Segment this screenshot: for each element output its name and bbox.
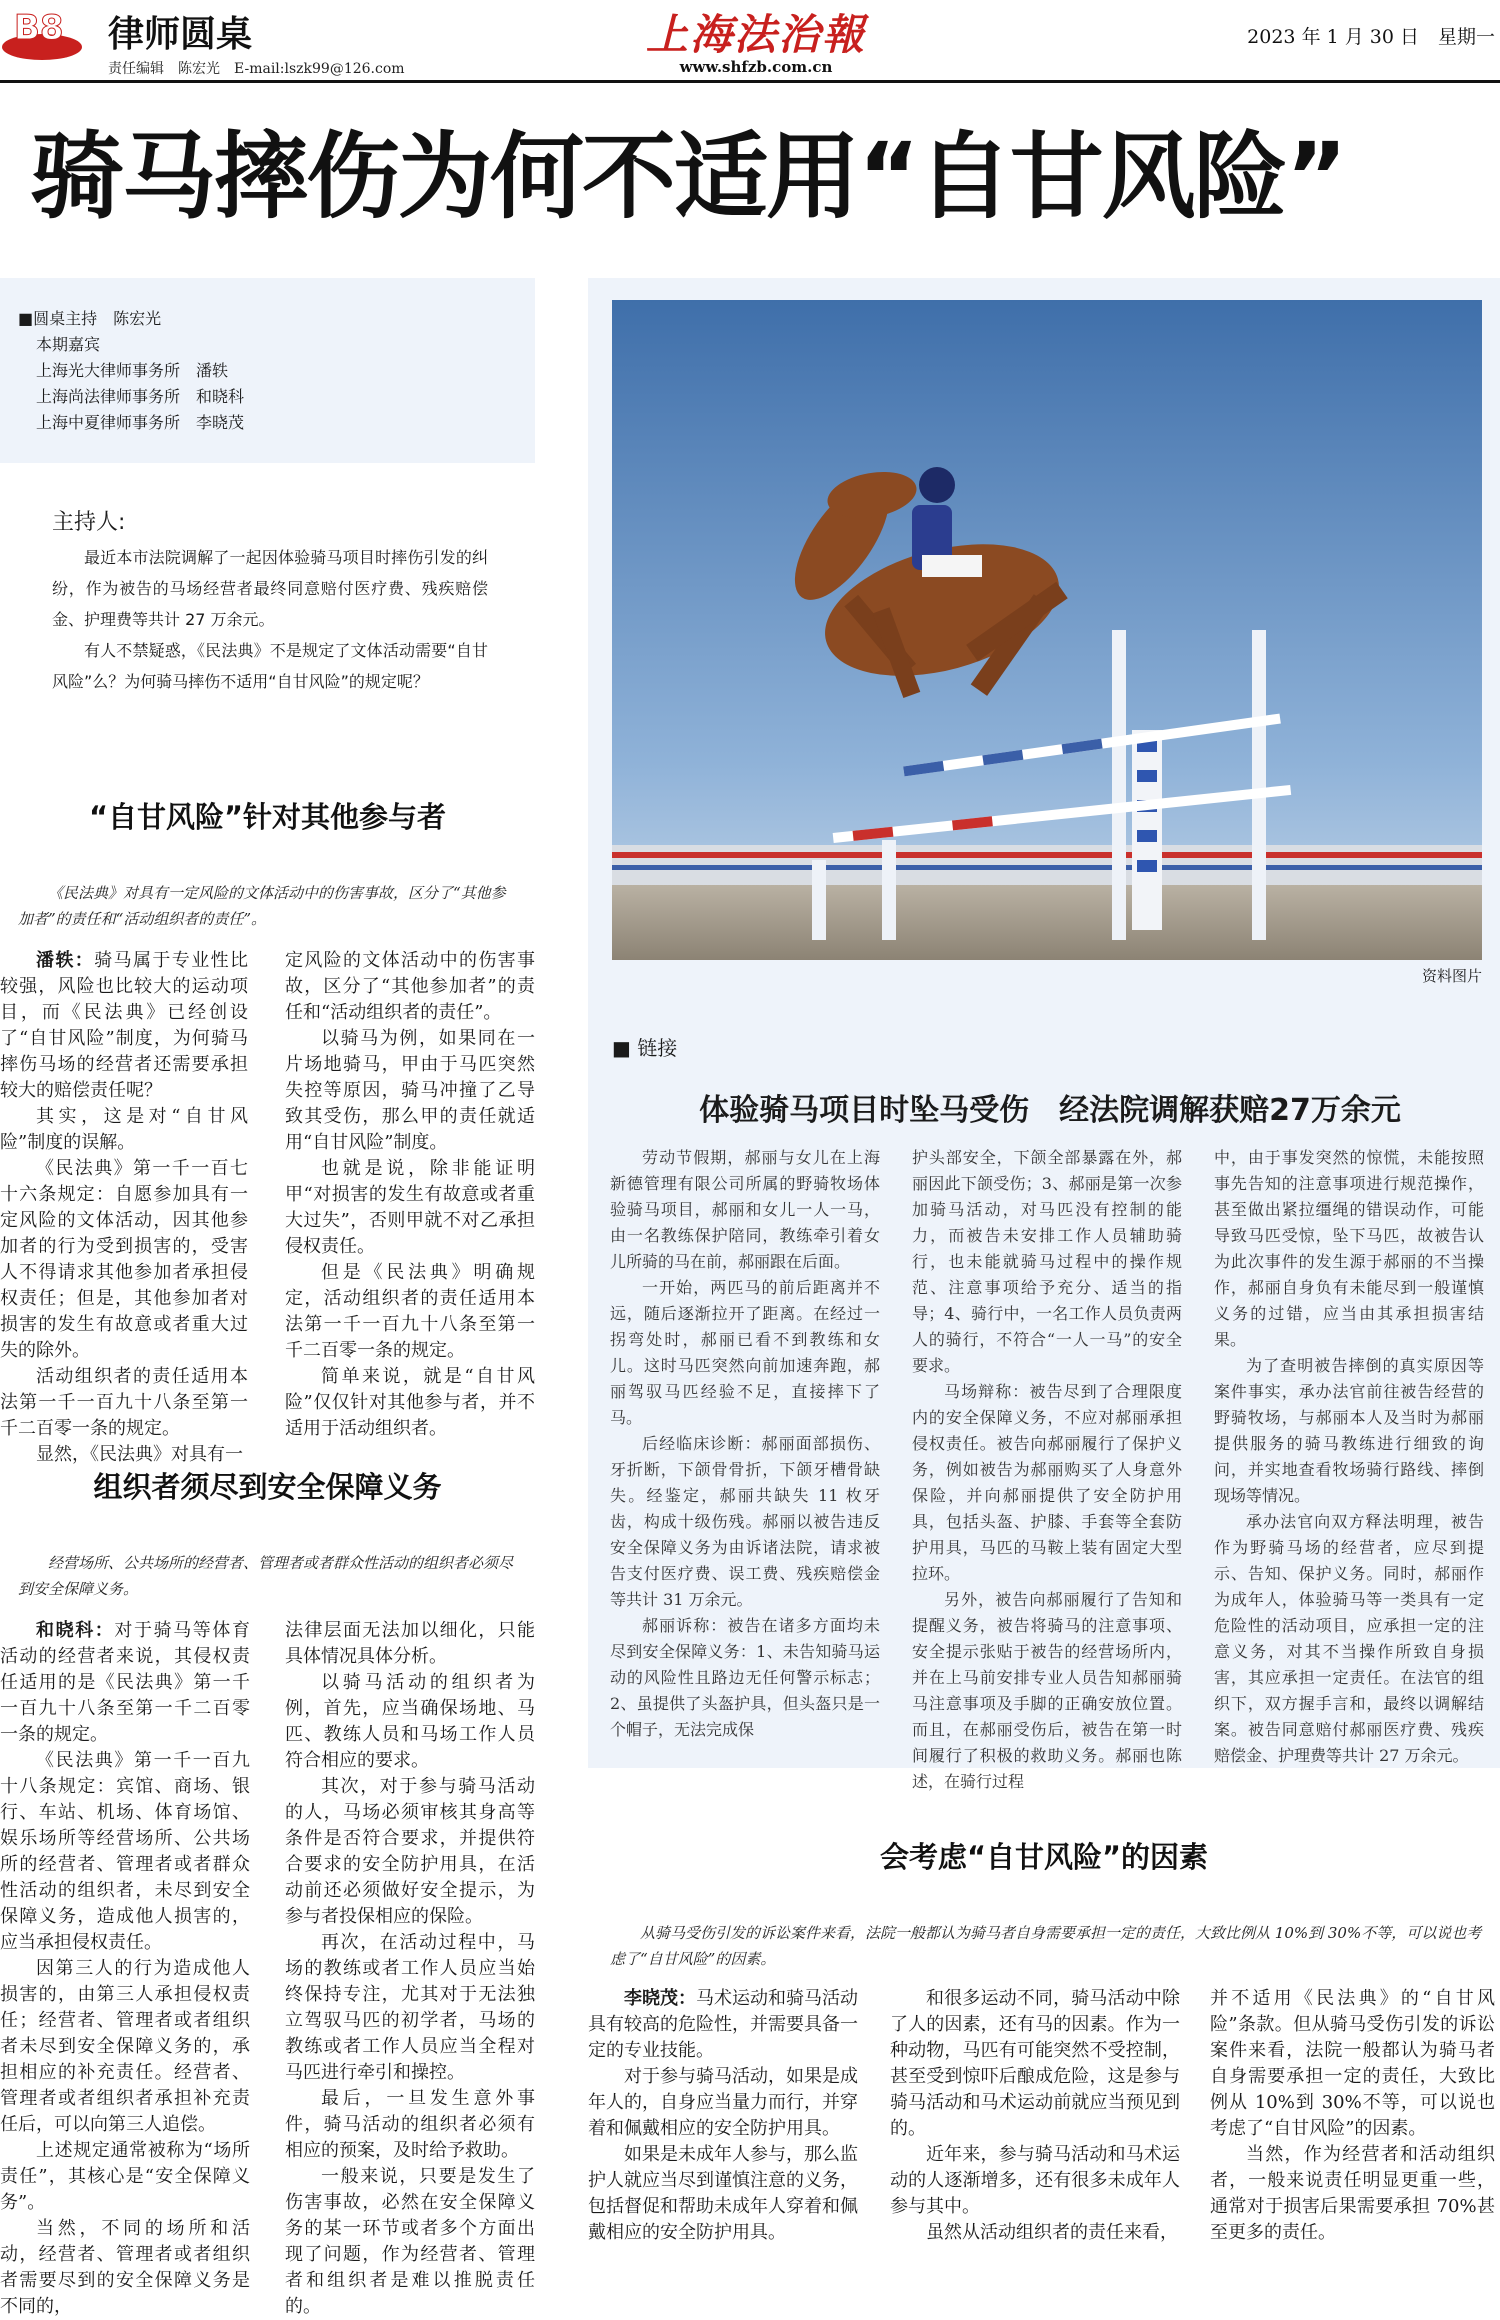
host-box <box>0 278 535 463</box>
body-paragraph: 上述规定通常被称为“场所责任”，其核心是“安全保障义务”。 <box>0 2140 250 2213</box>
intro-paragraph: 有人不禁疑惑，《民法典》不是规定了文体活动需要“自甘风险”么？为何骑马摔伤不适用“自甘风险”的规定呢？ <box>52 641 488 691</box>
section2-title: 组织者须尽到安全保障义务 <box>93 1470 442 1504</box>
sidebar-title: 体验骑马项目时坠马受伤 经法院调解获赔27万余元 <box>699 1093 1401 1128</box>
body-paragraph: 其次，对于参与骑马活动的人，马场必须审核其身高等条件是否符合要求，并提供符合要求的安全防护用具，在活动前还必须做好安全提示，为参与者投保相应的保险。 <box>285 1776 535 1927</box>
body-paragraph: 简单来说，就是“自甘风险”仅仅针对其他参与者，并不适用于活动组织者。 <box>285 1366 535 1439</box>
body-paragraph: 最后，一旦发生意外事件，骑马活动的组织者必须有相应的预案，及时给予救助。 <box>285 2088 535 2161</box>
page-header <box>0 0 1500 82</box>
body-paragraph: 对于骑马等体育活动的经营者来说，其侵权责任适用的是《民法典》第一千一百九十八条至第一千二百零一条的规定。 <box>0 1620 251 1745</box>
badge-number: B8 <box>14 8 64 48</box>
section1-title: “自甘风险”针对其他参与者 <box>88 800 447 834</box>
section2-lede: 经营场所、公共场所的经营者、管理者或者群众性活动的组织者必须尽到安全保障义务。 <box>18 1554 514 1598</box>
body-paragraph: 当然，作为经营者和活动组织者，一般来说责任明显更重一些，通常对于损害后果需要承担 70%甚至更多的责任。 <box>1210 2144 1495 2243</box>
sidebar-col1 <box>610 1145 880 1743</box>
body-paragraph: 和很多运动不同，骑马活动中除了人的因素，还有马的因素。作为一种动物，马匹有可能突然不受控制，甚至受到惊吓后酿成危险，这是参与骑马活动和马术运动前就应当预见到的。 <box>890 1988 1180 2139</box>
body-paragraph: 一开始，两匹马的前后距离并不远，随后逐渐拉开了距离。在经过一拐弯处时，郝丽已看不到教练和女儿。这时马匹突然向前加速奔跑，郝丽驾驭马匹经验不足，直接摔下了马。 <box>610 1278 880 1427</box>
body-paragraph: 一般来说，只要是发生了伤害事故，必然在安全保障义务的某一环节或者多个方面出现了问题，作为经营者、管理者和组织者是难以推脱责任的。 <box>285 2166 535 2317</box>
body-paragraph: 显然，《民法典》对具有一 <box>36 1444 243 1465</box>
body-paragraph: 活动组织者的责任适用本法第一千一百九十八条至第一千二百零一条的规定。 <box>0 1366 248 1439</box>
page-badge <box>0 8 86 58</box>
section3-col1 <box>588 1986 858 2246</box>
horse-photo <box>612 300 1482 960</box>
editor-line: 责任编辑 陈宏光 E-mail:lszk99@126.com <box>108 61 405 77</box>
section3-title: 会考虑“自甘风险”的因素 <box>879 1840 1209 1874</box>
speaker-name: 和晓科： <box>36 1620 115 1641</box>
body-paragraph: 后经临床诊断：郝丽面部损伤、牙折断，下颌骨骨折，下颌牙槽骨缺失。经鉴定，郝丽共缺失 11 枚牙齿，构成十级伤残。郝丽以被告违反安全保障义务为由诉诸法院，请求被告支付医疗费、误工费、残疾赔偿金等共计 31 万余元。 <box>610 1434 880 1609</box>
intro-paragraph: 最近本市法院调解了一起因体验骑马项目时摔伤引发的纠纷，作为被告的马场经营者最终同意赔付医疗费、残疾赔偿金、护理费等共计 27 万余元。 <box>52 548 488 629</box>
sidebar-col2 <box>912 1145 1182 1795</box>
section3-lede: 从骑马受伤引发的诉讼案件来看，法院一般都认为骑马者自身需要承担一定的责任，大致比例从 10%到 30%不等，可以说也考虑了“自甘风险”的因素。 <box>610 1924 1482 1968</box>
website: www.shfzb.com.cn <box>679 58 833 76</box>
body-paragraph: 承办法官向双方释法明理，被告作为野骑马场的经营者，应尽到提示、告知、保护义务。同时，郝丽作为成年人，体验骑马等一类具有一定危险性的活动项目，应承担一定的注意义务，对其不当操作所致自身损害，其应承担一定责任。在法官的组织下，双方握手言和，最终以调解结案。被告同意赔付郝丽医疗费、残疾赔偿金、护理费等共计 27 万余元。 <box>1214 1512 1484 1765</box>
body-paragraph: 也就是说，除非能证明甲“对损害的发生有故意或者重大过失”，否则甲就不对乙承担侵权责任。 <box>285 1158 535 1257</box>
host-line: 上海光大律师事务所 潘轶 <box>36 361 229 380</box>
section1-col2 <box>285 948 535 1442</box>
body-paragraph: 但是《民法典》明确规定，活动组织者的责任适用本法第一千一百九十八条至第一千二百零一条的规定。 <box>285 1262 535 1361</box>
body-paragraph: 另外，被告向郝丽履行了告知和提醒义务，被告将骑马的注意事项、安全提示张贴于被告的经营场所内，并在上马前安排专业人员告知郝丽骑马注意事项及手脚的正确安放位置。而且，在郝丽受伤后，被告在第一时间履行了积极的救助义务。郝丽也陈述，在骑行过程 <box>912 1590 1182 1791</box>
speaker-name: 李晓茂： <box>624 1988 696 2009</box>
body-paragraph: 定风险的文体活动中的伤害事故，区分了“其他参加者”的责任和“活动组织者的责任”。 <box>285 950 535 1023</box>
body-paragraph: 郝丽诉称：被告在诸多方面均未尽到安全保障义务：1、未告知骑马运动的风险性且路边无任何警示标志；2、虽提供了头盔护具，但头盔只是一个帽子，无法完成保 <box>610 1616 880 1739</box>
body-paragraph: 劳动节假期，郝丽与女儿在上海新德管理有限公司所属的野骑牧场体验骑马项目，郝丽和女儿一人一马，由一名教练保护陪同，教练牵引着女儿所骑的马在前，郝丽跟在后面。 <box>610 1148 880 1271</box>
header-rule <box>0 80 1500 83</box>
body-paragraph: 骑马属于专业性比较强，风险也比较大的运动项目，而《民法典》已经创设了“自甘风险”制度，为何骑马摔伤马场的经营者还需要承担较大的赔偿责任呢？ <box>0 950 249 1101</box>
photo-caption: 资料图片 <box>1421 967 1482 985</box>
section1-lede: 《民法典》对具有一定风险的文体活动中的伤害事故，区分了“其他参加者”的责任和“活动组织者的责任”。 <box>18 884 506 928</box>
sidebar-col3 <box>1214 1145 1484 1769</box>
issue-date: 2023 年 1 月 30 日 星期一 <box>1247 26 1495 48</box>
intro-label: 主持人: <box>52 510 126 535</box>
body-paragraph: 马场辩称：被告尽到了合理限度内的安全保障义务，不应对郝丽承担侵权责任。被告向郝丽履行了保护义务，例如被告为郝丽购买了人身意外保险，并向郝丽提供了安全防护用具，包括头盔、护膝、手套等全套防护用具，马匹的马鞍上装有固定大型拉环。 <box>912 1382 1182 1583</box>
host-line: 上海尚法律师事务所 和晓科 <box>36 387 245 406</box>
sidebar-tag: ■ 链接 <box>612 1036 678 1060</box>
intro <box>52 505 488 697</box>
body-paragraph: 当然，不同的场所和活动，经营者、管理者或者组织者需要尽到的安全保障义务是不同的， <box>0 2218 250 2317</box>
body-paragraph: 护头部安全，下颌全部暴露在外，郝丽因此下颌受伤；3、郝丽是第一次参加骑马活动，对马匹没有控制的能力，而被告未安排工作人员辅助骑行，也未能就骑马过程中的操作规范、注意事项给予充分、适当的指导；4、骑行中，一名工作人员负责两人的骑行，不符合“一人一马”的安全要求。 <box>912 1148 1182 1375</box>
body-paragraph: 并不适用《民法典》的“自甘风险”条款。但从骑马受伤引发的诉讼案件来看，法院一般都认为骑马者自身需要承担一定的责任，大致比例从 10%到 30%不等，可以说也考虑了“自甘风险”的因素。 <box>1210 1988 1495 2139</box>
speaker-name: 潘轶： <box>36 950 95 971</box>
body-paragraph: 为了查明被告摔倒的真实原因等案件事实，承办法官前往被告经营的野骑牧场，与郝丽本人及当时为郝丽提供服务的骑马教练进行细致的询问，并实地查看牧场骑行路线、摔倒现场等情况。 <box>1214 1356 1484 1505</box>
body-paragraph: 法律层面无法加以细化，只能具体情况具体分析。 <box>285 1620 535 1667</box>
body-paragraph: 以骑马活动的组织者为例，首先，应当确保场地、马匹、教练人员和马场工作人员符合相应的要求。 <box>285 1672 535 1771</box>
section1-col1 <box>0 948 248 1468</box>
body-paragraph: 《民法典》第一千一百九十八条规定：宾馆、商场、银行、车站、机场、体育场馆、娱乐场所等经营场所、公共场所的经营者、管理者或者群众性活动的组织者，未尽到安全保障义务，造成他人损害的，应当承担侵权责任。 <box>0 1750 250 1953</box>
body-paragraph: 马术运动和骑马活动具有较高的危险性，并需要具备一定的专业技能。 <box>588 1988 858 2061</box>
host-line: 本期嘉宾 <box>36 335 101 354</box>
body-paragraph: 以骑马为例，如果同在一片场地骑马，甲由于马匹突然失控等原因，骑马冲撞了乙导致其受伤，那么甲的责任就适用“自甘风险”制度。 <box>285 1028 535 1153</box>
headline: 骑马摔伤为何不适用“自甘风险” <box>30 123 1346 232</box>
section2-col2 <box>285 1618 535 2320</box>
section2-col1 <box>0 1618 250 2320</box>
body-paragraph: 如果是未成年人参与，那么监护人就应当尽到谨慎注意的义务，包括督促和帮助未成年人穿着和佩戴相应的安全防护用具。 <box>588 2144 858 2243</box>
body-paragraph: 因第三人的行为造成他人损害的，由第三人承担侵权责任；经营者、管理者或者组织者未尽到安全保障义务的，承担相应的补充责任。经营者、管理者或者组织者承担补充责任后，可以向第三人追偿。 <box>0 1958 250 2135</box>
section3-col2 <box>890 1986 1180 2246</box>
body-paragraph: 对于参与骑马活动，如果是成年人的，自身应当量力而行，并穿着和佩戴相应的安全防护用具。 <box>588 2066 858 2139</box>
body-paragraph: 虽然从活动组织者的责任来看， <box>926 2222 1178 2243</box>
section-name: 律师圆桌 <box>108 14 253 55</box>
body-paragraph: 再次，在活动过程中，马场的教练或者工作人员应当始终保持专注，尤其对于无法独立驾驭马匹的初学者，马场的教练或者工作人员应当全程对马匹进行牵引和操控。 <box>285 1932 535 2083</box>
paper-logo: 上海法治報 <box>645 10 866 59</box>
body-paragraph: 中，由于事发突然的惊慌，未能按照事先告知的注意事项进行规范操作，甚至做出紧拉缰绳的错误动作，可能导致马匹受惊，坠下马匹，故被告认为此次事件的发生源于郝丽的不当操作，郝丽自身负有未能尽到一般谨慎义务的过错，应当由其承担损害结果。 <box>1214 1148 1484 1349</box>
show-jumping-horse-image <box>612 300 1482 960</box>
body-paragraph: 《民法典》第一千一百七十六条规定：自愿参加具有一定风险的文体活动，因其他参加者的行为受到损害的，受害人不得请求其他参加者承担侵权责任；但是，其他参加者对损害的发生有故意或者重大过失的除外。 <box>0 1158 248 1361</box>
body-paragraph: 其实，这是对“自甘风险”制度的误解。 <box>0 1106 248 1153</box>
host-line: 上海中夏律师事务所 李晓茂 <box>36 413 245 432</box>
host-line: ■圆桌主持 陈宏光 <box>18 309 162 328</box>
section3-col3 <box>1210 1986 1495 2246</box>
body-paragraph: 近年来，参与骑马活动和马术运动的人逐渐增多，还有很多未成年人参与其中。 <box>890 2144 1180 2217</box>
